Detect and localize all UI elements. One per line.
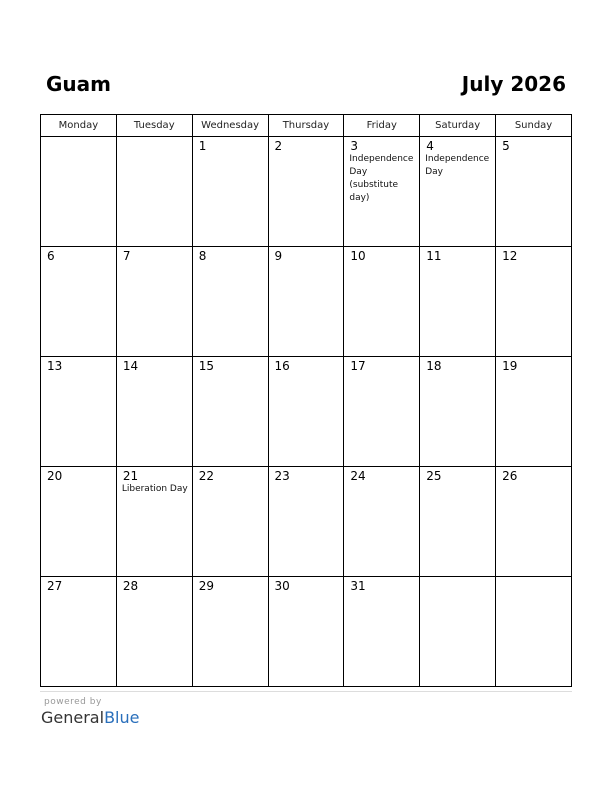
day-number: 14 xyxy=(122,359,139,373)
day-number xyxy=(117,137,192,139)
day-number: 4 xyxy=(426,139,434,153)
weekday-header: Sunday xyxy=(496,115,572,137)
day-number: 29 xyxy=(198,579,214,593)
day-number: 18 xyxy=(426,359,442,373)
day-number: 22 xyxy=(198,469,214,483)
day-number: 17 xyxy=(350,359,366,373)
day-cell xyxy=(41,247,117,357)
footer-divider xyxy=(40,691,572,692)
day-number: 8 xyxy=(198,249,207,263)
day-number: 27 xyxy=(47,579,63,593)
weekday-header: Friday xyxy=(344,115,420,137)
weekday-header: Saturday xyxy=(420,115,496,137)
brand-general: General xyxy=(41,708,105,727)
weekday-header: Tuesday xyxy=(116,115,192,137)
weekday-header-row xyxy=(41,115,572,137)
day-number: 31 xyxy=(350,579,366,593)
day-number: 26 xyxy=(502,469,518,483)
weekday-header: Wednesday xyxy=(192,115,268,137)
day-cell xyxy=(41,137,117,247)
day-number: 15 xyxy=(198,359,214,373)
day-cell xyxy=(116,247,192,357)
day-number: 23 xyxy=(274,469,290,483)
day-cell xyxy=(41,467,117,577)
day-number xyxy=(496,577,571,579)
day-number: 13 xyxy=(47,359,63,373)
day-number: 16 xyxy=(274,359,290,373)
day-cell xyxy=(344,467,420,577)
holiday-label: Independence Day (substitute day) xyxy=(349,154,414,203)
day-number: 3 xyxy=(350,139,359,153)
day-cell xyxy=(496,357,572,467)
day-number: 10 xyxy=(350,249,366,263)
day-cell xyxy=(116,137,192,247)
powered-by-text: powered by xyxy=(44,697,102,707)
brand-blue: Blue xyxy=(104,708,140,727)
day-cell xyxy=(344,137,420,247)
day-number: 11 xyxy=(426,249,442,263)
day-number: 24 xyxy=(350,469,366,483)
day-cell xyxy=(116,357,192,467)
day-number: 30 xyxy=(274,579,290,593)
weekday-header: Thursday xyxy=(268,115,344,137)
day-cell xyxy=(496,577,572,687)
day-number: 21 xyxy=(122,469,139,483)
day-cell xyxy=(41,357,117,467)
day-number: 12 xyxy=(502,249,518,263)
day-number: 2 xyxy=(274,139,283,153)
day-cell xyxy=(268,577,344,687)
day-number: 6 xyxy=(47,249,55,263)
day-cell xyxy=(116,467,192,577)
week-row xyxy=(41,137,572,247)
month-year-title: July 2026 xyxy=(461,72,566,96)
day-cell xyxy=(420,357,496,467)
brand-logo[interactable] xyxy=(41,708,139,728)
day-cell xyxy=(41,577,117,687)
holiday-label: Independence Day xyxy=(425,154,490,177)
calendar-grid xyxy=(40,114,572,687)
day-number: 1 xyxy=(198,139,207,153)
day-number: 19 xyxy=(502,359,518,373)
day-number xyxy=(41,137,116,139)
day-number: 28 xyxy=(122,579,139,593)
day-cell xyxy=(268,357,344,467)
day-cell xyxy=(496,247,572,357)
day-cell xyxy=(268,247,344,357)
day-cell xyxy=(420,577,496,687)
holiday-label: Liberation Day xyxy=(121,484,188,494)
day-number: 20 xyxy=(47,469,63,483)
day-cell xyxy=(268,137,344,247)
day-number xyxy=(420,577,495,579)
week-row xyxy=(41,357,572,467)
day-cell xyxy=(420,467,496,577)
week-row xyxy=(41,577,572,687)
day-number: 7 xyxy=(122,249,131,263)
day-cell xyxy=(344,247,420,357)
day-cell xyxy=(192,577,268,687)
day-cell xyxy=(192,467,268,577)
day-cell xyxy=(496,137,572,247)
week-row xyxy=(41,467,572,577)
country-title: Guam xyxy=(46,72,111,96)
day-cell xyxy=(344,577,420,687)
day-number: 9 xyxy=(274,249,283,263)
weekday-header: Monday xyxy=(41,115,117,137)
day-cell xyxy=(496,467,572,577)
day-cell xyxy=(116,577,192,687)
day-cell xyxy=(192,137,268,247)
day-cell xyxy=(192,357,268,467)
week-row xyxy=(41,247,572,357)
day-number: 25 xyxy=(426,469,442,483)
day-cell xyxy=(344,357,420,467)
day-number: 5 xyxy=(502,139,510,153)
day-cell xyxy=(268,467,344,577)
day-cell xyxy=(420,247,496,357)
day-cell xyxy=(192,247,268,357)
day-cell xyxy=(420,137,496,247)
